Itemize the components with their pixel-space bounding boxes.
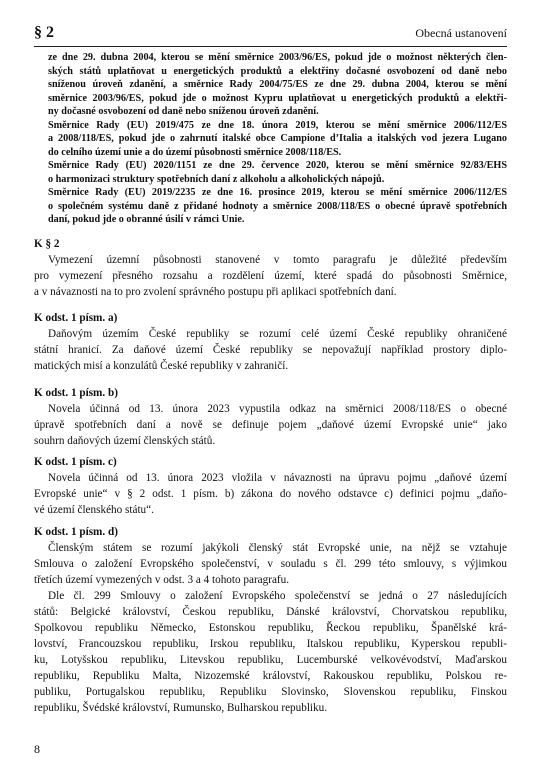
ref-line: směrnice 2003/96/ES, pokud jde o možnost Kypru uplatňovat u energetických produktů a elektři- (48, 92, 507, 104)
ref-line: ny dočasné osvobození od daně nebo sníženou úroveň zdanění. (48, 106, 319, 117)
ref-line: do celního území unie a do území působnosti směrnice 2008/118/ES. (48, 146, 342, 158)
paragraph-line: úpravě spotřebních daní a nově se definuje pojem „daňové území Evropské unie“ jako (34, 419, 507, 431)
paragraph-line: Spolkovou republiku Německo, Estonskou republiku, Řeckou republiku, Španělské krá- (34, 622, 507, 634)
paragraph-line: třetích území vymezených v odst. 3 a 4 tohoto paragrafu. (34, 574, 290, 586)
paragraph-line: vé území členského státu“. (34, 504, 154, 516)
paragraph-line: matických misí a konzulátů České republiky v zahraničí. (34, 360, 289, 372)
paragraph-line: publiku, Portugalskou republiku, Republiku Slovinsko, Slovenskou republiku, Finskou (34, 686, 507, 698)
paragraph-line: lovství, Francouzskou republiku, Irskou republiku, Italskou republiku, Kyperskou republi- (34, 638, 507, 650)
section-heading: K odst. 1 písm. d) (34, 526, 118, 538)
paragraph-line: ku, Lotyšskou republiku, Litevskou republiku, Lucemburské velkovévodství, Maďarskou (34, 654, 507, 666)
section-odst-1-a (34, 310, 507, 374)
section-heading: K odst. 1 písm. c) (34, 456, 117, 468)
ref-line: a 2008/118/ES, pokud jde o zahrnutí italské obce Campione d’Italia a italských vod jezera Lugano (48, 133, 507, 144)
paragraph-line: a v návaznosti na to pro zvolení správného postupu při aplikaci spotřebních daní. (34, 286, 397, 298)
section-k-par-2 (34, 236, 507, 300)
ref-line: ských států uplatňovat u energetických produktů a elektřiny dočasné osvobození od daně nebo (48, 65, 507, 77)
paragraph-line: Evropské unie“ v § 2 odst. 1 písm. b) zákona do nového odstavce c) definici pojmu „daňo- (34, 488, 507, 500)
paragraph-line: Novela účinná od 13. února 2023 vypustila odkaz na směrnici 2008/118/ES o obecné (48, 403, 507, 415)
paragraph-line: Smlouva o založení Evropského společenství, v souladu s čl. 299 této smlouvy, s výjimkou (34, 558, 507, 570)
paragraph-line: pro vymezení přesného rozsahu a rozdělení území, které spadá do působnosti Směrnice, (34, 270, 507, 282)
paragraph-line: státní hranicí. Za daňové území České republiky se nepovažují například prostory diplo- (34, 344, 507, 356)
section-odst-1-d (34, 524, 507, 716)
ref-line: sníženou úroveň zdanění, a směrnice Rady 2004/75/ES ze dne 29. dubna 2004, kterou se mění (48, 79, 507, 90)
paragraph-line: Členským státem se rozumí jakýkoli členský stát Evropské unie, na nějž se vztahuje (48, 542, 507, 554)
page-header (34, 22, 507, 47)
ref-line: Směrnice Rady (EU) 2020/1151 ze dne 29. července 2020, kterou se mění směrnice 92/83/EHS (48, 160, 507, 171)
ref-line: o harmonizaci struktury spotřebních daní z alkoholu a alkoholických nápojů. (48, 173, 385, 185)
ref-line: ze dne 29. dubna 2004, kterou se mění směrnice 2003/96/ES, pokud jde o možnost některých člen- (48, 52, 507, 63)
paragraph-line: Vymezení územní působnosti stanovené v tomto paragrafu je důležité především (48, 254, 507, 266)
ref-line: daní, pokud jde o obranné úsilí v rámci Unie. (48, 214, 245, 225)
ref-line: Směrnice Rady (EU) 2019/475 ze dne 18. února 2019, kterou se mění směrnice 2006/112/ES (48, 119, 507, 131)
section-odst-1-b (34, 385, 507, 449)
section-heading: K § 2 (34, 238, 60, 250)
section-heading: K odst. 1 písm. a) (34, 312, 118, 324)
section-heading: K odst. 1 písm. b) (34, 387, 118, 399)
paragraph-line: států: Belgické království, Českou republiku, Dánské království, Chorvatskou republiku, (34, 606, 507, 618)
section-odst-1-c (34, 454, 507, 518)
paragraph-line: Daňovým územím České republiky se rozumí celé území České republiky ohraničené (48, 328, 507, 340)
ref-line: Směrnice Rady (EU) 2019/2235 ze dne 16. prosince 2019, kterou se mění směrnice 2006/112/ES (48, 187, 507, 198)
paragraph-line: Dle čl. 299 Smlouvy o založení Evropského společenství se jedná o 27 následujících (48, 590, 507, 602)
page-number: 8 (34, 742, 40, 756)
header-section-mark: § 2 (34, 24, 54, 41)
paragraph-line: republiku, Švédské království, Rumunsko, Bulharskou republiku. (34, 702, 328, 714)
header-chapter-title: Obecná ustanovení (415, 26, 507, 40)
paragraph-line: souhrn daňových území členských států. (34, 435, 216, 447)
paragraph-line: republiku, Republiku Malta, Nizozemské království, Rakouskou republiku, Polskou re- (34, 670, 507, 682)
paragraph-line: Novela účinná od 13. února 2023 vložila v návaznosti na úpravu pojmu „daňové území (48, 472, 507, 484)
legislation-references (34, 51, 507, 227)
ref-line: o společném systému daně z přidané hodnoty a směrnice 2008/118/ES o obecné úpravě spotřebních (48, 200, 507, 212)
